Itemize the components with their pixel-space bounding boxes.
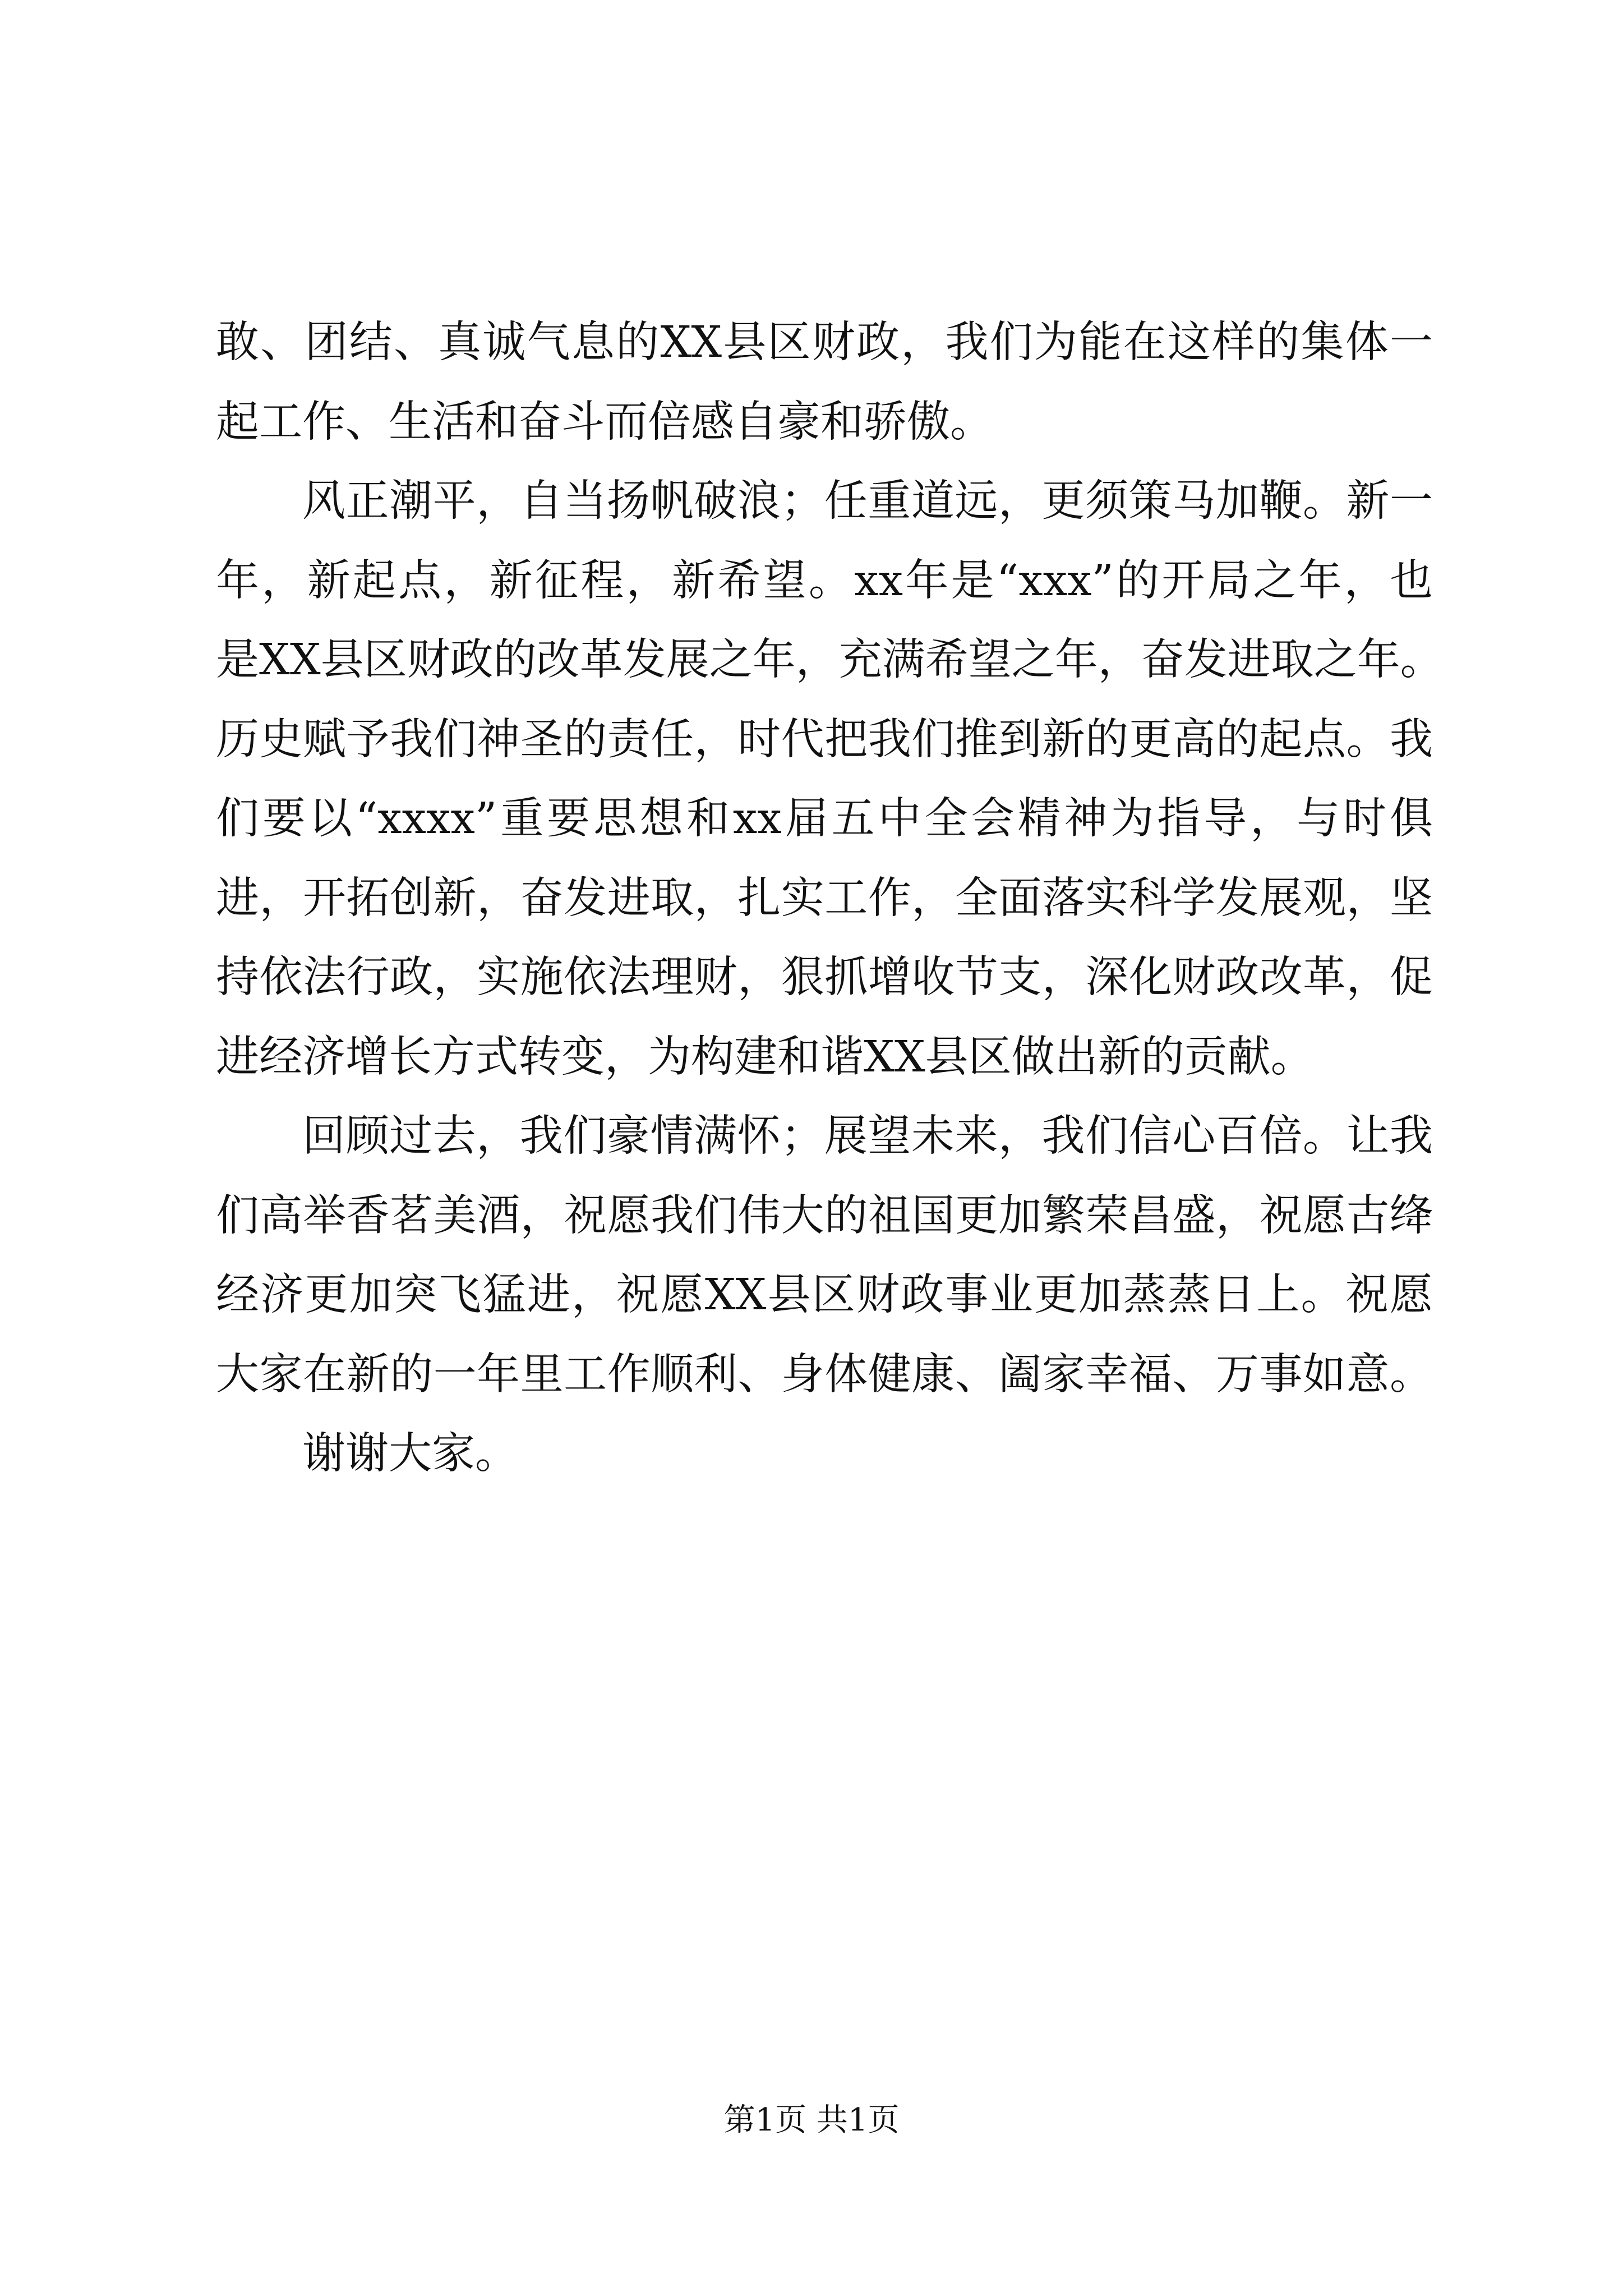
text-line: 进，开拓创新，奋发进取，扎实工作，全面落实科学发展观，坚 [216,873,1433,923]
paragraph-first-line: 谢谢大家。 [302,1429,518,1479]
page-footer [0,2101,1623,2140]
body-text [216,303,1444,1494]
text-line: 持依法行政，实施依法理财，狠抓增收节支，深化财政改革，促 [216,953,1433,1002]
paragraph-first-line: 风正潮平，自当扬帆破浪；任重道远，更须策马加鞭。新一 [302,476,1433,526]
text-line: 们要以“xxxx”重要思想和xx届五中全会精神为指导，与时俱 [216,794,1433,844]
text-line: 进经济增长方式转变，为构建和谐XX县区做出新的贡献。 [216,1032,1314,1082]
text-line: 大家在新的一年里工作顺利、身体健康、阖家幸福、万事如意。 [216,1349,1433,1400]
text-line: 经济更加突飞猛进，祝愿XX县区财政事业更加蒸蒸日上。祝愿 [216,1270,1433,1320]
text-line: 起工作、生活和奋斗而倍感自豪和骄傲。 [216,397,993,447]
text-line: 年，新起点，新征程，新希望。xx年是“xxx”的开局之年，也 [216,555,1433,606]
page-number-label: 第1页 共1页 [723,2102,900,2138]
paragraph-first-line: 回顾过去，我们豪情满怀；展望未来，我们信心百倍。让我 [302,1111,1433,1161]
text-line: 是XX县区财政的改革发展之年，充满希望之年，奋发进取之年。 [216,635,1444,685]
text-line: 历史赋予我们神圣的责任，时代把我们推到新的更高的起点。我 [216,714,1433,765]
text-line: 们高举香茗美酒，祝愿我们伟大的祖国更加繁荣昌盛，祝愿古绛 [216,1190,1433,1241]
text-line: 敢、团结、真诚气息的XX县区财政，我们为能在这样的集体一 [216,318,1433,367]
